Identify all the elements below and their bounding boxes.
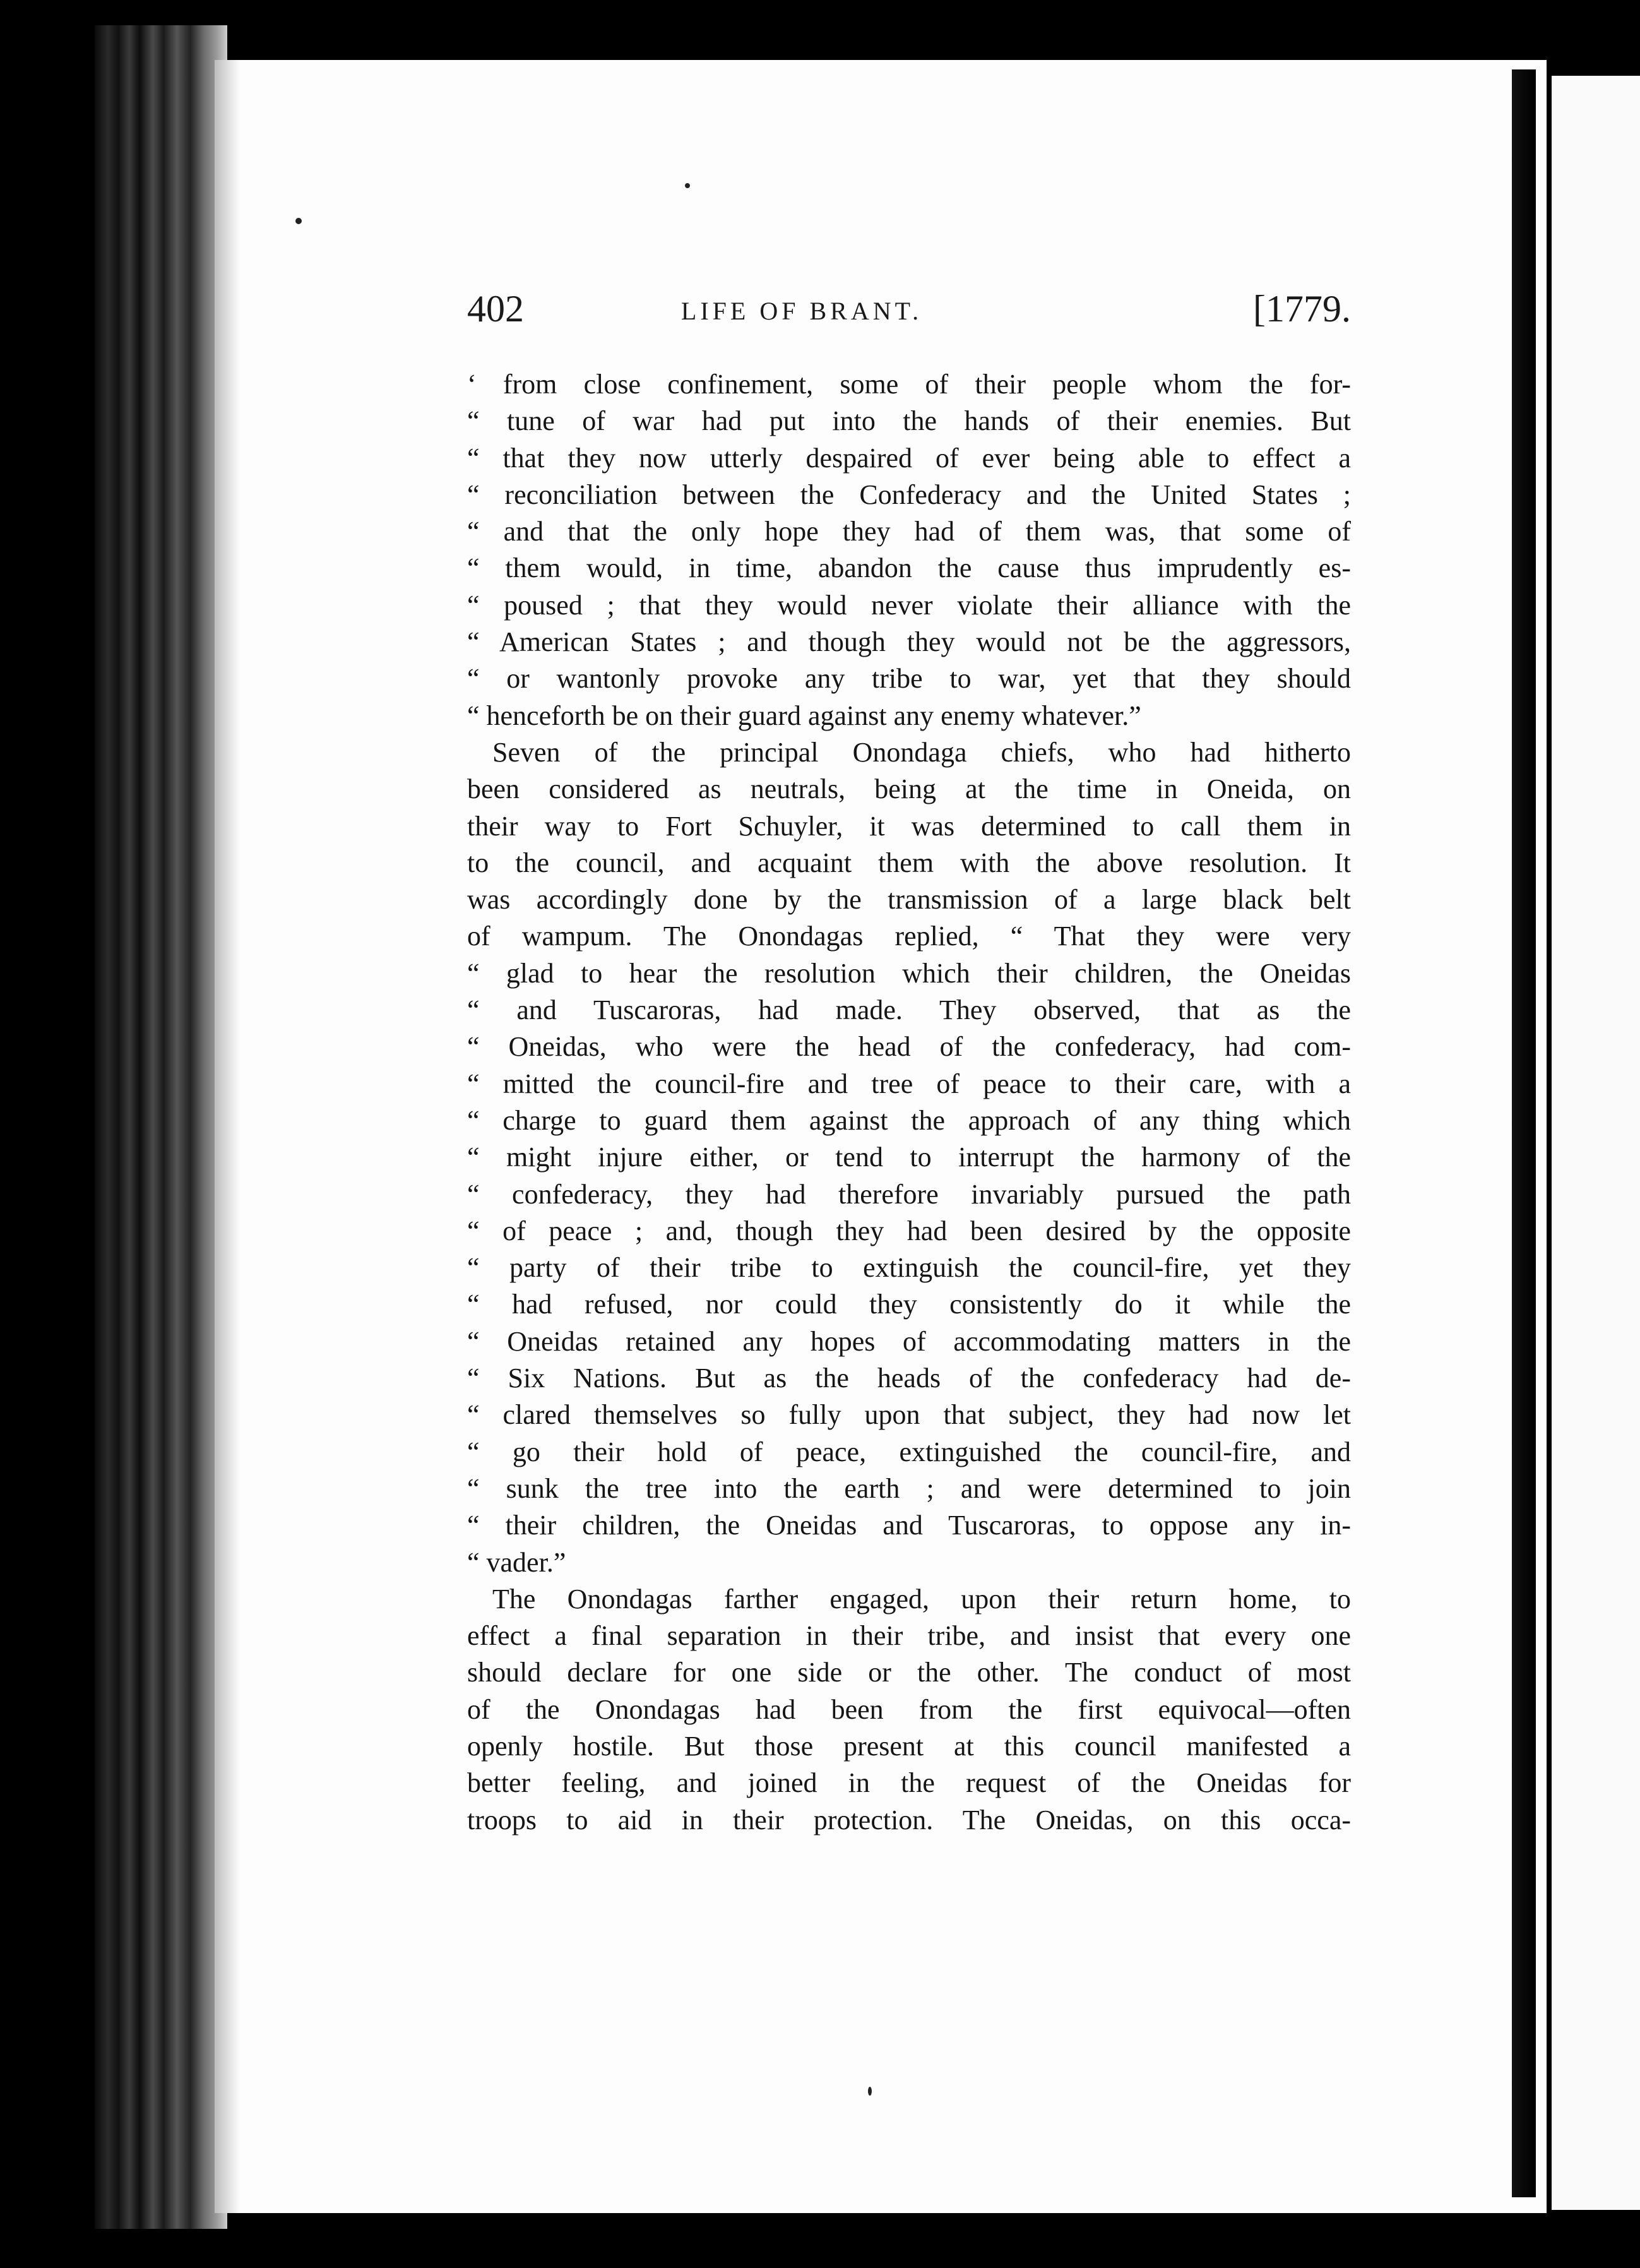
text-line: troops to aid in their protection. The Oneidas, on this occa- (467, 1804, 1351, 1835)
running-header (253, 287, 1351, 344)
text-line: should declare for one side or the other. The conduct of most (467, 1657, 1351, 1688)
body-text (467, 366, 1351, 1839)
text-line: “ their children, the Oneidas and Tuscaroras, to oppose any in- (467, 1510, 1351, 1541)
text-line: better feeling, and joined in the request of the Oneidas for (467, 1767, 1351, 1799)
text-line: “ go their hold of peace, extinguished the council-fire, and (467, 1436, 1351, 1467)
text-line: “ Six Nations. But as the heads of the confederacy had de- (467, 1363, 1351, 1394)
text-line: “ tune of war had put into the hands of their enemies. But (467, 405, 1351, 437)
text-line: of wampum. The Onondagas replied, “ That they were very (467, 921, 1351, 952)
text-line: “ that they now utterly despaired of ever being able to effect a (467, 442, 1351, 474)
book-edge (95, 25, 227, 2229)
text-line: “ Oneidas retained any hopes of accommodating matters in the (467, 1325, 1351, 1357)
text-line: been considered as neutrals, being at the time in Oneida, on (467, 773, 1351, 805)
text-line: “ confederacy, they had therefore invariably pursued the path (467, 1178, 1351, 1210)
text-line: “ might injure either, or tend to interrupt the harmony of the (467, 1142, 1351, 1173)
scan-speck (868, 2087, 872, 2096)
text-line: “ had refused, nor could they consistently do it while the (467, 1289, 1351, 1320)
text-line: “ charge to guard them against the approach of any thing which (467, 1104, 1351, 1136)
text-line: “ Oneidas, who were the head of the confederacy, had com- (467, 1031, 1351, 1063)
text-line: to the council, and acquaint them with the above resolution. It (467, 847, 1351, 878)
running-title: LIFE OF BRANT. (680, 297, 923, 325)
text-line: “ poused ; that they would never violate their alliance with the (467, 589, 1351, 621)
text-line: “ of peace ; and, though they had been desired by the opposite (467, 1215, 1351, 1246)
text-line: “ and Tuscaroras, had made. They observed, that as the (467, 994, 1351, 1026)
gutter-shadow (215, 60, 240, 2213)
text-line: “ clared themselves so fully upon that subject, they had now let (467, 1399, 1351, 1431)
text-line: The Onondagas farther engaged, upon their return home, to (492, 1583, 1351, 1614)
text-line: “ them would, in time, abandon the cause thus imprudently es- (467, 552, 1351, 584)
text-line: of the Onondagas had been from the first equivocal—often (467, 1693, 1351, 1725)
text-line: “ party of their tribe to extinguish the council-fire, yet they (467, 1252, 1351, 1284)
text-line: effect a final separation in their tribe, and insist that every one (467, 1620, 1351, 1652)
text-line: Seven of the principal Onondaga chiefs, who had hitherto (492, 736, 1351, 768)
scan-speck (685, 183, 690, 188)
text-line: “ glad to hear the resolution which their children, the Oneidas (467, 957, 1351, 989)
text-line: “ and that the only hope they had of them was, that some of (467, 516, 1351, 547)
year-marker: [1779. (1253, 288, 1351, 330)
next-page (1552, 76, 1640, 2210)
text-line: openly hostile. But those present at this council manifested a (467, 1730, 1351, 1762)
text-line: ‘ from close confinement, some of their people whom the for- (467, 369, 1351, 400)
text-line: “ American States ; and though they would not be the aggressors, (467, 626, 1351, 658)
text-line: “ sunk the tree into the earth ; and were determined to join (467, 1472, 1351, 1504)
next-page-edge (1512, 69, 1536, 2197)
page-number: 402 (467, 288, 524, 330)
text-line: “ mitted the council-fire and tree of peace to their care, with a (467, 1068, 1351, 1099)
text-line: their way to Fort Schuyler, it was determined to call them in (467, 810, 1351, 842)
text-line: “ or wantonly provoke any tribe to war, yet that they should (467, 663, 1351, 695)
text-line: was accordingly done by the transmission of a large black belt (467, 884, 1351, 916)
text-line: “ vader.” (467, 1546, 566, 1578)
text-line: “ henceforth be on their guard against any enemy whatever.” (467, 700, 1141, 731)
scan-speck (295, 218, 302, 224)
text-line: “ reconciliation between the Confederacy and the United States ; (467, 479, 1351, 510)
